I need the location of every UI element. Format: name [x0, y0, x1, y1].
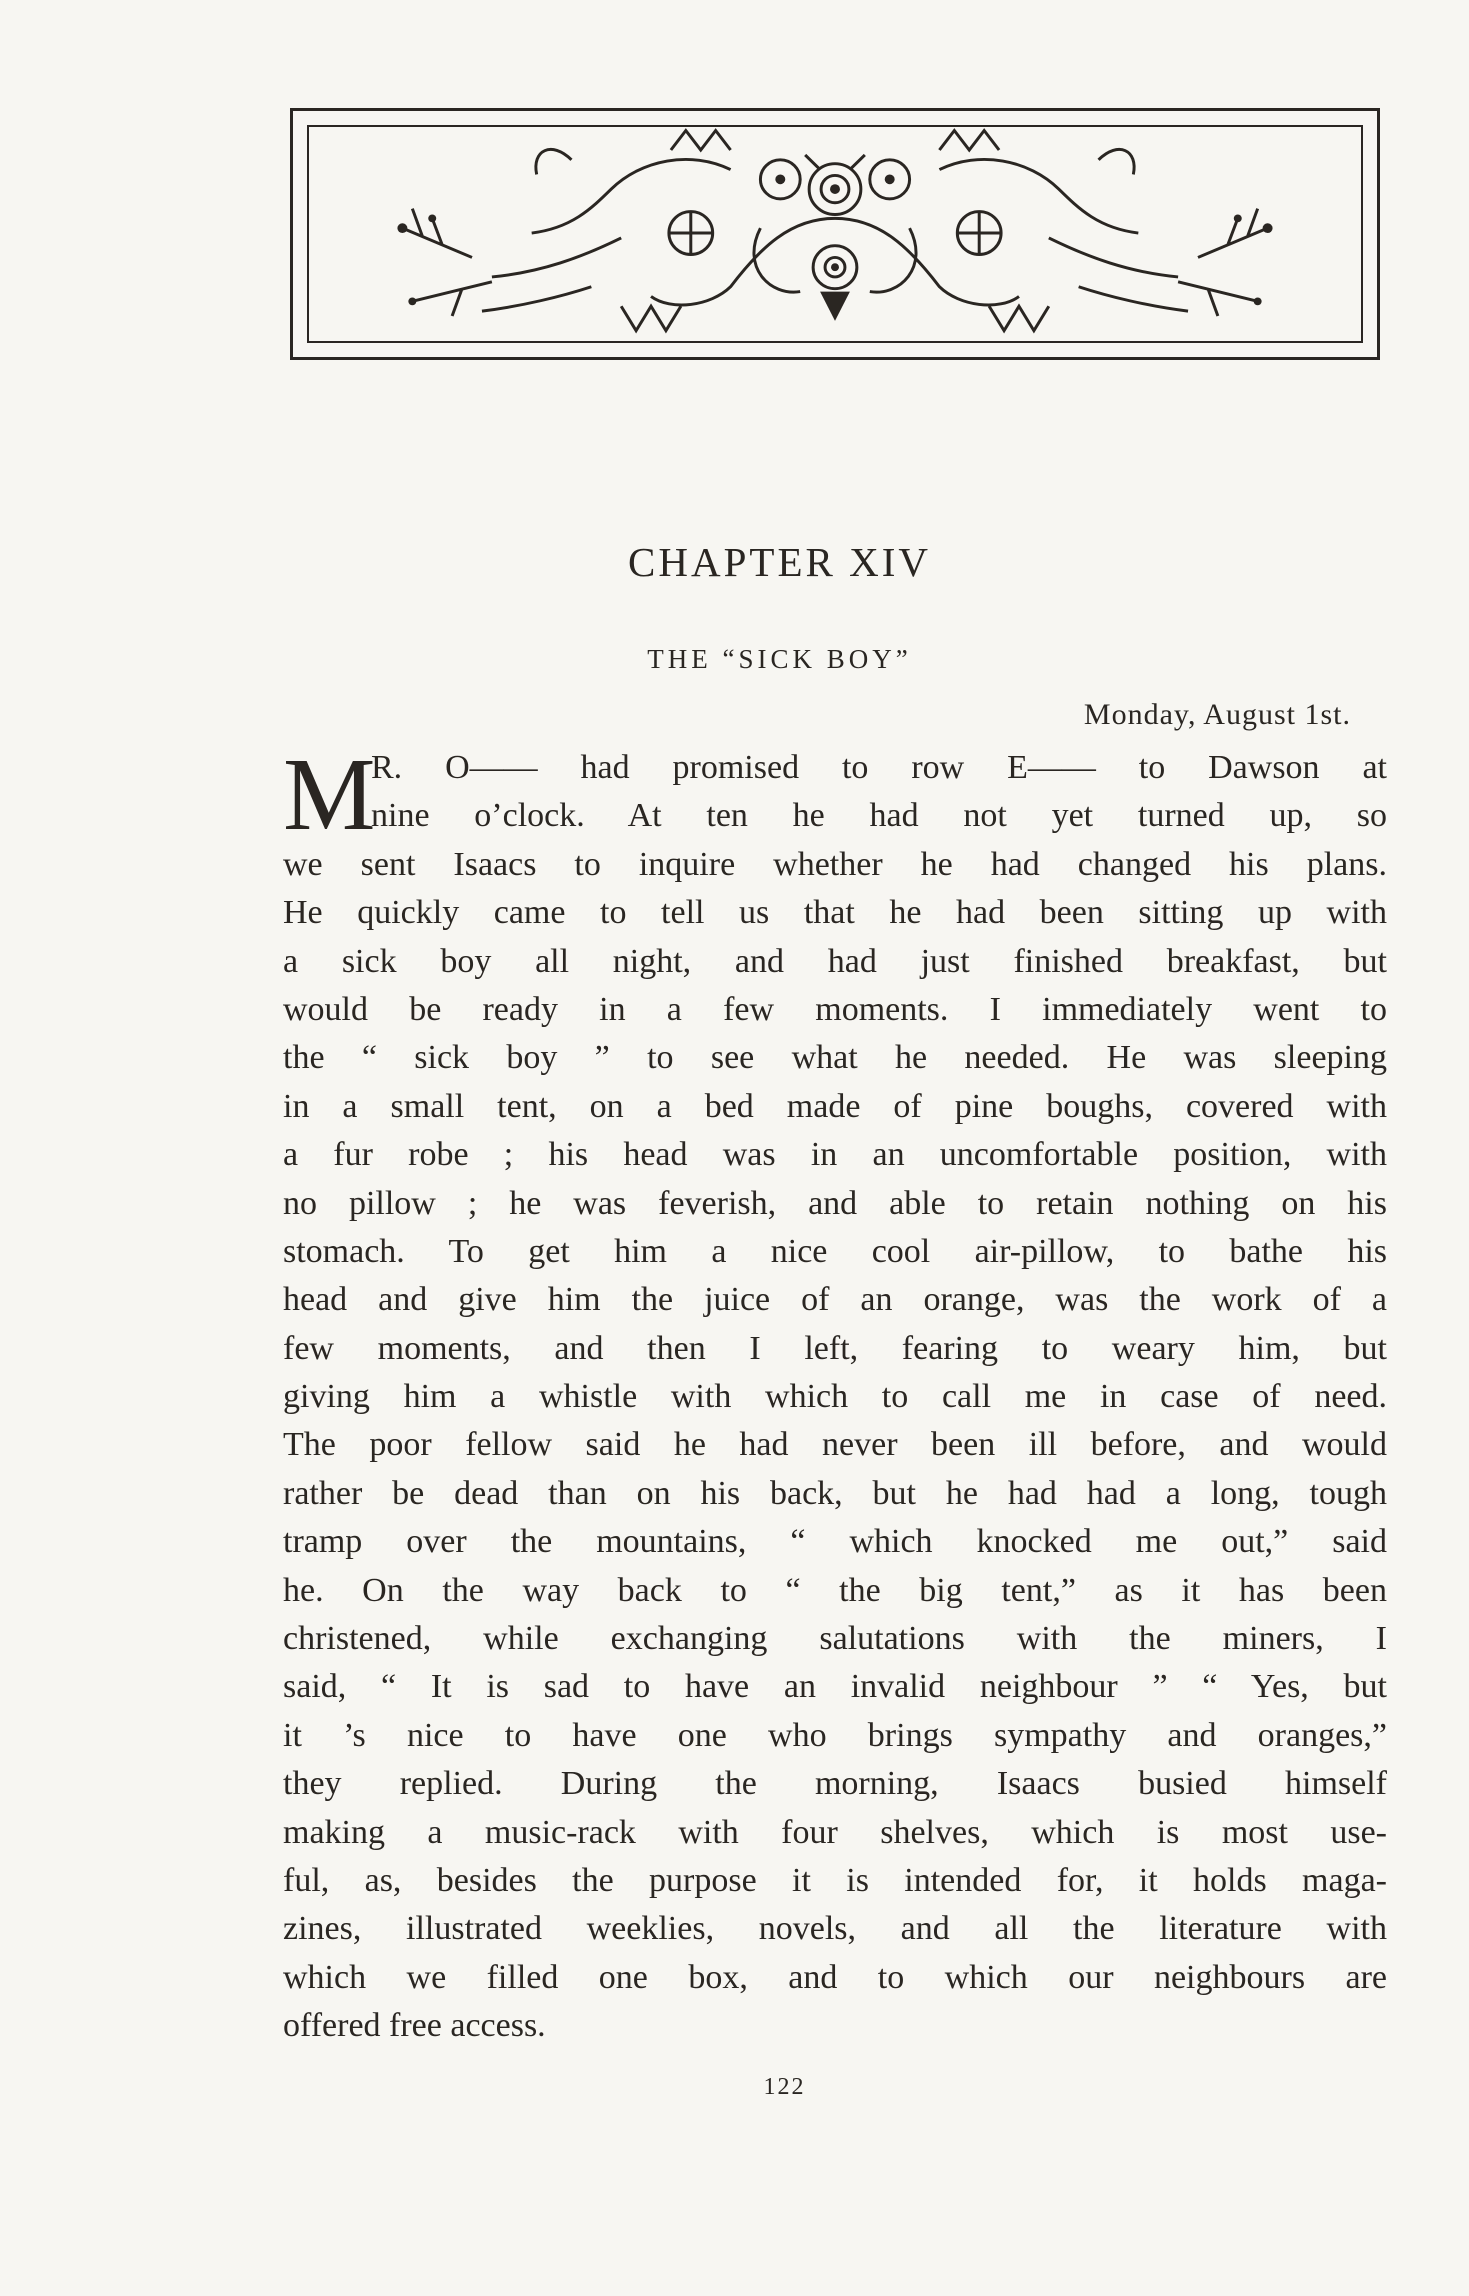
text-line: He quickly came to tell us that he had been sitting up with	[283, 894, 1387, 932]
text-line: rather be dead than on his back, but he had had a long, tough	[283, 1474, 1387, 1512]
chapter-subtitle: THE “SICK BOY”	[647, 644, 912, 674]
text-line: R. O—— had promised to row E—— to Dawson at	[371, 749, 1387, 786]
text-line: in a small tent, on a bed made of pine boughs, covered with	[283, 1087, 1387, 1125]
text-line: which we filled one box, and to which our neighbours are	[283, 1958, 1387, 1996]
text-line: we sent Isaacs to inquire whether he had changed his plans.	[283, 845, 1387, 883]
text-line: offered free access.	[283, 2007, 546, 2045]
text-line: would be ready in a few moments. I immediately went to	[283, 990, 1387, 1028]
page-number: 122	[763, 2074, 806, 2100]
text-line: a sick boy all night, and had just finished breakfast, but	[283, 942, 1387, 980]
text-line: nine o’clock. At ten he had not yet turned up, so	[371, 797, 1387, 835]
text-line: tramp over the mountains, “ which knocked me out,” said	[283, 1523, 1387, 1561]
text-line: christened, while exchanging salutations with the miners, I	[283, 1620, 1387, 1658]
text-line: he. On the way back to “ the big tent,” as it has been	[283, 1571, 1387, 1609]
floral-ornament-icon	[293, 111, 1377, 357]
ornamental-headpiece	[290, 108, 1380, 360]
chapter-body	[283, 737, 1387, 2051]
text-line: head and give him the juice of an orange, was the work of a	[283, 1281, 1387, 1319]
drop-cap: M	[283, 737, 376, 852]
text-line: making a music-rack with four shelves, which is most use-	[283, 1813, 1387, 1851]
text-line: a fur robe ; his head was in an uncomfortable position, with	[283, 1136, 1387, 1174]
text-line: few moments, and then I left, fearing to weary him, but	[283, 1329, 1387, 1367]
text-line: stomach. To get him a nice cool air-pillow, to bathe his	[283, 1232, 1387, 1270]
text-line: zines, illustrated weeklies, novels, and all the literature with	[283, 1910, 1387, 1948]
text-line: The poor fellow said he had never been ill before, and would	[283, 1426, 1387, 1464]
text-line: ful, as, besides the purpose it is intended for, it holds maga-	[283, 1861, 1387, 1899]
text-line: they replied. During the morning, Isaacs busied himself	[283, 1765, 1387, 1803]
text-line: said, “ It is sad to have an invalid neighbour ” “ Yes, but	[283, 1668, 1387, 1706]
text-line: giving him a whistle with which to call me in case of need.	[283, 1378, 1387, 1416]
text-line: no pillow ; he was feverish, and able to retain nothing on his	[283, 1184, 1387, 1222]
text-line: the “ sick boy ” to see what he needed. He was sleeping	[283, 1039, 1387, 1077]
text-line: it ’s nice to have one who brings sympathy and oranges,”	[283, 1716, 1387, 1754]
dateline: Monday, August 1st.	[1083, 698, 1351, 731]
chapter-title: CHAPTER XIV	[628, 539, 931, 585]
